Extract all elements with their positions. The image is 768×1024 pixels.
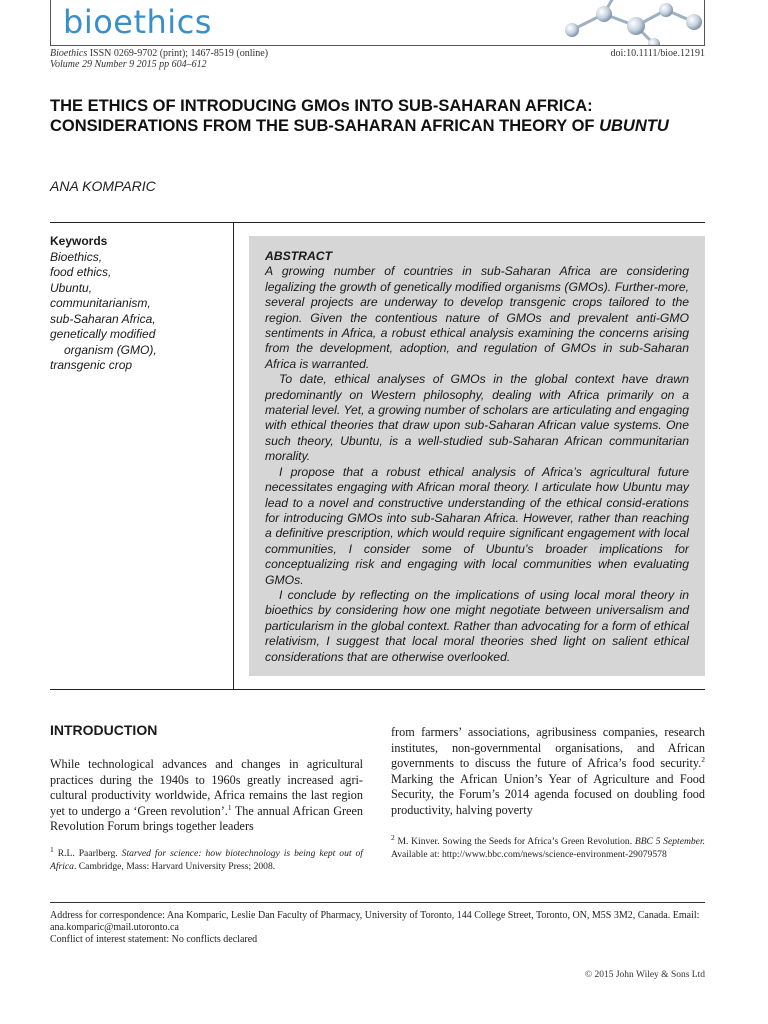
divider-top	[50, 222, 705, 223]
article-title	[50, 97, 690, 136]
abstract-paragraph: To date, ethical analyses of GMOs in the global context have drawn predominantly on Western philosophy, dealing with Africa primarily on a material level. Yet, a growing number of scholars are articulating and engaging with ethical theories that draw upon sub-Saharan African value systems. One such theory, Ubuntu, is a well-studied sub-Saharan African communitarian morality.	[265, 372, 689, 464]
keyword-item: Bioethics,	[50, 249, 103, 264]
footnote-text: R.L. Paarlberg.	[53, 848, 122, 859]
intro-paragraph-right	[391, 725, 705, 819]
journal-masthead	[50, 0, 705, 46]
intro-text: from farmers’ associations, agribusiness companies, research institutes, non-governmental organisations, and African governments to discuss the future of Africa’s food security.	[391, 725, 705, 771]
doi: doi:10.1111/bioe.12191	[610, 48, 705, 59]
keywords-heading: Keywords	[50, 234, 108, 248]
keywords-list	[50, 250, 230, 374]
keyword-item: sub-Saharan Africa,	[50, 311, 156, 326]
footnote-2	[391, 832, 706, 861]
keyword-item: communitarianism,	[50, 296, 151, 310]
intro-paragraph-left	[50, 757, 363, 835]
keyword-item: organism (GMO),	[64, 342, 157, 357]
footnote-link[interactable]: Available at: http://www.bbc.com/news/science-environment-29079578	[391, 848, 667, 860]
intro-text: Marking the African Union’s Year of Agriculture and Food Security, the Forum’s 2014 agenda focused on doubling food productivity, halving poverty	[391, 771, 705, 817]
footnote-1	[50, 844, 363, 873]
keyword-item: genetically modified	[50, 327, 156, 341]
footnote-text: M. Kinver. Sowing the Seeds for Africa’s Green Revolution.	[394, 836, 635, 847]
journal-info	[50, 48, 268, 70]
correspondence-address: Address for correspondence: Ana Komparic, Leslie Dan Faculty of Pharmacy, University of Toronto, 144 College Street, Toronto, ON, M5S 3M2, Canada. Email: ana.komparic@mail.utoronto.ca	[50, 910, 700, 933]
footnote-text: . Cambridge, Mass: Harvard University Press; 2008.	[73, 860, 276, 872]
correspondence-block	[50, 910, 705, 946]
intro-text: While technological advances and changes in agricultural practices during the 1940s to 1960s greatly increased agri-cultural productivity worldwide, Africa remains the last region yet to undergo a ‘Green revolution’.	[50, 757, 363, 818]
keyword-item: transgenic crop	[50, 358, 133, 372]
author-name: ANA KOMPARIC	[50, 178, 156, 194]
conflict-statement: Conflict of interest statement: No conflicts declared	[50, 934, 258, 945]
divider-correspondence	[50, 902, 705, 903]
article-title-main: THE ETHICS OF INTRODUCING GMOs INTO SUB-SAHARAN AFRICA: CONSIDERATIONS FROM THE SUB-SAHARAN AFRICAN THEORY OF	[50, 97, 600, 135]
introduction-heading: INTRODUCTION	[50, 722, 158, 738]
abstract-box	[249, 236, 705, 676]
footnote-number: 2	[391, 832, 395, 842]
abstract-heading: ABSTRACT	[265, 249, 333, 263]
footnote-number: 1	[50, 844, 54, 854]
footnote-book-title: Starved for science: how biotechnology is being kept out of Africa	[50, 848, 363, 872]
divider-bottom	[50, 689, 705, 690]
abstract-paragraph: I propose that a robust ethical analysis of Africa’s agricultural future necessitates engaging with African moral theory. I articulate how Ubuntu may lead to a novel and constructive understanding of the ethical consid-erations for introducing GMOs into sub-Saharan Africa. However, rather than reaching a definitive prescription, which would require significant engagement with local communities, I consider some of Ubuntu’s broader implications for conceptualizing risk and engaging with local communities when evaluating GMOs.	[265, 464, 689, 587]
divider-vertical	[233, 223, 234, 689]
journal-volume: Volume 29 Number 9 2015 pp 604–612	[50, 59, 207, 70]
footnote-ref[interactable]: 1	[227, 802, 232, 812]
abstract-paragraph: I conclude by reflecting on the implications of using local moral theory in bioethics by considering how one might negotiate between universalism and particularism in the global context. Rather than advocating for a form of ethical relativism, I suggest that local moral theories shed light on salient ethical considerations that are otherwise overlooked.	[265, 587, 689, 664]
journal-name: Bioethics	[50, 48, 88, 59]
intro-text: The annual African Green Revolution Forum brings together leaders	[50, 803, 364, 834]
molecule-illustration	[544, 0, 704, 46]
keyword-item: Ubuntu,	[50, 280, 93, 295]
keywords-block	[50, 234, 230, 374]
abstract-paragraph: A growing number of countries in sub-Saharan Africa are considering legalizing the growth of genetically modified organisms (GMOs). Further-more, several projects are underway to develop transgenic crops tailored to the region. Given the contentious nature of GMOs and prevalent anti-GMO sentiments in Africa, a robust ethical analysis examining the concerns arising from the development, adoption, and regulation of GMOs in sub-Saharan Africa is warranted.	[265, 264, 689, 371]
journal-issn: ISSN 0269-9702 (print); 1467-8519 (online)	[89, 48, 269, 59]
footnote-ref[interactable]: 2	[701, 755, 705, 765]
footnote-source: BBC 5 September.	[634, 836, 706, 847]
article-title-italic: UBUNTU	[599, 116, 669, 135]
journal-logo: bioethics	[63, 3, 212, 41]
copyright-notice: © 2015 John Wiley & Sons Ltd	[584, 970, 705, 980]
keyword-item: food ethics,	[50, 265, 112, 279]
